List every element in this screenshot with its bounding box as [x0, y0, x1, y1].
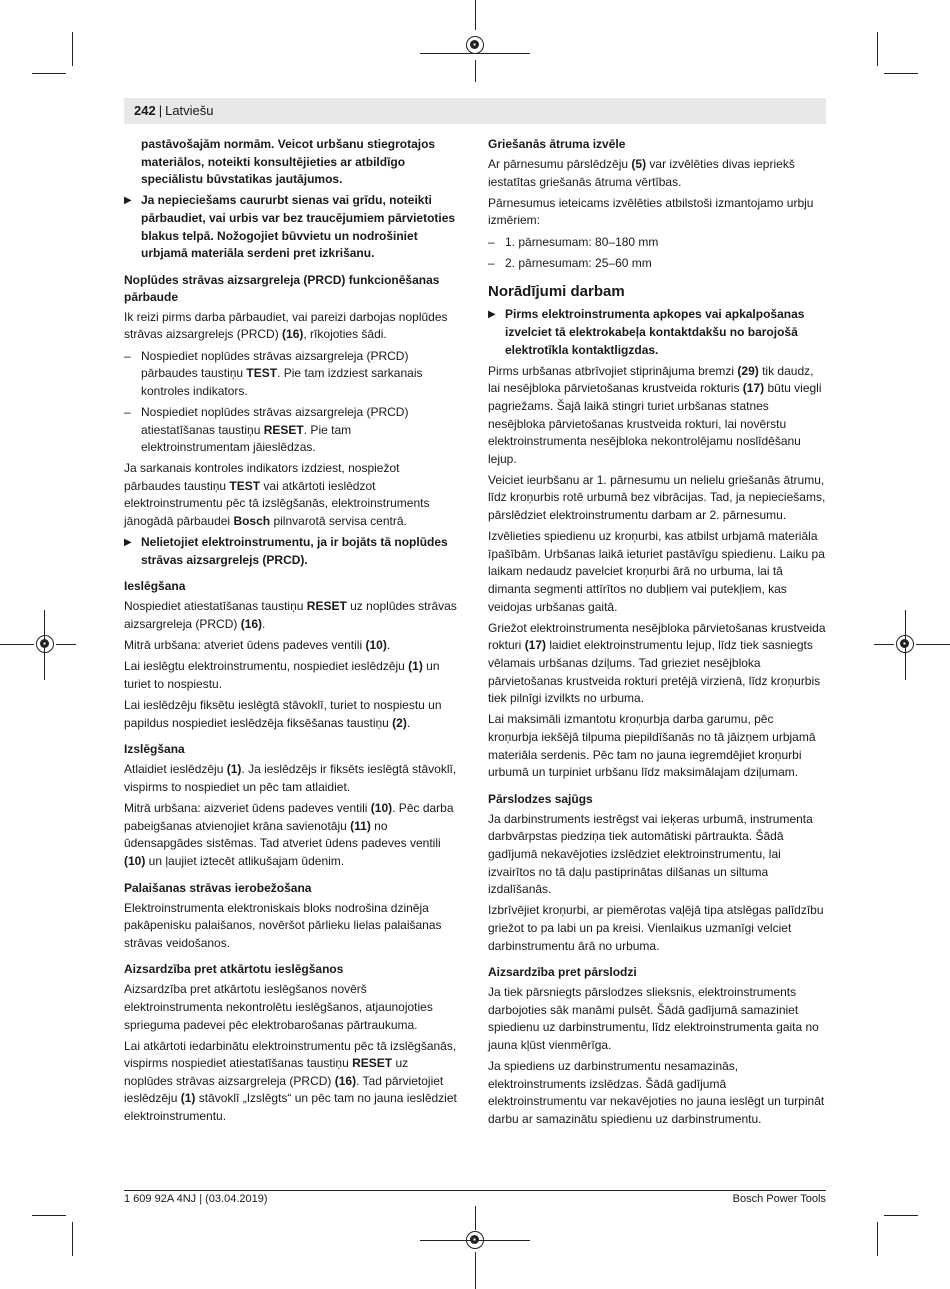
triangle-bullet-icon: ▶: [124, 537, 132, 549]
ref-number: (11): [350, 818, 371, 833]
ref-number: (2): [392, 715, 407, 730]
text: uz noplūdes strāvas aizsargreleja (PRCD): [124, 1056, 409, 1088]
crop-mark: [877, 1222, 878, 1256]
paragraph: [488, 156, 826, 191]
text: Ar pārnesumu pārslēdzēju: [488, 157, 632, 171]
ref-number: (1): [408, 659, 423, 674]
ref-number: (10): [370, 801, 393, 816]
registration-mark-icon: [36, 635, 54, 653]
text: pilnvarotā servisa centrā.: [270, 514, 407, 529]
ref-number: (17): [742, 381, 765, 396]
text: . Pie tam elektroinstrumentam jāieslēdzas.: [141, 422, 352, 455]
text: .: [262, 617, 266, 632]
crop-mark: [32, 1215, 66, 1216]
text: . Ja ieslēdzējs ir fiksēts ieslēgtā stāvoklī, vispirms to nospiediet un pēc tam atlaidiet.: [124, 762, 457, 794]
key-label: RESET: [306, 599, 347, 614]
paragraph: Aizsardzība pret atkārtotu ieslēgšanos novērš elektroinstrumenta nekontrolētu ieslēgšanos, atjaunojoties sprieguma padevei pēc elektrobarošanas pārtraukuma.: [124, 982, 433, 1032]
text: 2. pārnesumam: 25–60 mm: [505, 255, 652, 270]
heading-work-instructions: Norādījumi darbam: [488, 283, 625, 301]
warning-item: [124, 534, 458, 569]
text: no ūdensapgādes sistēmas. Tad atveriet ūdens padeves ventili: [124, 818, 441, 851]
heading-overload-protection: Aizsardzība pret pārslodzi: [488, 965, 637, 980]
crop-mark: [32, 73, 66, 74]
ref-number: (1): [180, 1091, 196, 1106]
crop-mark: [475, 1252, 476, 1289]
registration-mark-icon: [896, 635, 914, 653]
footer-brand: Bosch Power Tools: [732, 1193, 826, 1205]
text: Lai ieslēgtu elektroinstrumentu, nospiediet ieslēdzēju: [124, 659, 409, 674]
text: . Pēc darba pabeigšanas atvienojiet krāna savienotāju: [124, 801, 454, 833]
paragraph: Elektroinstrumenta elektroniskais bloks nodrošina dzinēja pakāpenisku palaišanos, novēršot pārlieku lielas palaišanas strāvas veidošanos.: [124, 900, 442, 950]
right-column: [488, 136, 826, 1132]
text: var izvēlēties divas iepriekš iestatītas griešanās ātruma vērtības.: [488, 157, 795, 189]
heading-overload-clutch: Pārslodzes sajūgs: [488, 791, 593, 806]
heading-speed-selection: Griešanās ātruma izvēle: [488, 137, 626, 151]
warning-item: [488, 306, 826, 359]
warning-item: [124, 192, 458, 262]
page-number: 242: [134, 103, 156, 118]
text: Lai ieslēdzēju fiksētu ieslēgtā stāvoklī, turiet to nospiestu un papildus nospiediet ieslēdzēja fiksēšanas taustiņu: [124, 698, 442, 730]
crop-mark: [916, 644, 950, 645]
paragraph: Lai maksimāli izmantotu kroņurbja darba garumu, pēc kroņurbja iekšējā tilpuma piepildīšanās no tā jāizņem urbjamā materiāla serdenis. Pēc tam no jauna iegremdējiet kroņurbi urbumā un turpiniet urbšanu līdz maksimālajam dziļumam.: [488, 712, 816, 780]
heading-restart-protection: Aizsardzība pret atkārtotu ieslēgšanos: [124, 962, 344, 977]
paragraph: Ja tiek pārsniegts pārslodzes slieksnis, elektroinstruments darbojoties sāk manāmi pulsēt. Šādā gadījumā samaziniet spiedienu uz darbinstrumentu, līdz elektroinstrumenta gaita no jauna kļūst vienmērīga.: [488, 985, 819, 1052]
paragraph: Izvēlieties spiedienu uz kroņurbi, kas atbilst urbjamā materiāla īpašībām. Urbšanas laikā ieturiet pastāvīgu spiedienu. Laiku pa laikam nedaudz pavelciet kroņurbi ārā no urbuma, lai tā dimanta segmenti attīrītos no dubļiem vai putekļiem, kas veidojas urbšanas gaitā.: [488, 529, 825, 614]
warning-text: Ja nepieciešams caururbt sienas vai grīdu, noteikti pārbaudiet, vai urbis var bez traucējumiem pārvietoties blakus telpā. Nožogojiet būvvietu un nodrošiniet urbjamā materiāla serdeni pret izkrišanu.: [141, 193, 456, 261]
text: . Pie tam izdziest sarkanais kontroles indikators.: [141, 366, 423, 398]
text: Ja sarkanais kontroles indikators izdziest, nospiežot pārbaudes taustiņu: [124, 461, 400, 493]
ref-number: (1): [226, 762, 242, 777]
triangle-bullet-icon: ▶: [124, 195, 132, 207]
crop-mark: [884, 73, 918, 74]
paragraph: [124, 800, 458, 870]
registration-mark-icon: [466, 1231, 484, 1249]
paragraph: [124, 658, 458, 693]
paragraph: Ja spiediens uz darbinstrumentu nesamazinās, elektroinstruments izslēdzas. Šādā gadījumā elektroinstrumentu var nekavējoties no jauna ieslēgt un turpināt darbu ar samazinātu spiedienu uz darbinstrumentu.: [488, 1059, 825, 1126]
text: , rīkojoties šādi.: [303, 327, 387, 342]
header-separator: |: [158, 103, 163, 118]
ref-number: (10): [365, 638, 387, 653]
warning-text: Pirms elektroinstrumenta apkopes vai apkalpošanas izvelciet tā elektrokabeļa kontaktdakšu no barojošā elektrotīkla kontaktligzdas.: [505, 307, 805, 357]
ref-number: (29): [737, 363, 759, 378]
key-label: TEST: [246, 366, 278, 381]
paragraph: [488, 620, 826, 708]
paragraph: [124, 598, 458, 633]
text: .: [406, 715, 411, 730]
text: Nospiediet noplūdes strāvas aizsargreleja (PRCD) atiestatīšanas taustiņu: [141, 404, 409, 437]
dash-item: [124, 348, 458, 401]
key-label: RESET: [352, 1056, 393, 1071]
paragraph: [124, 637, 458, 655]
crop-mark: [475, 0, 476, 30]
crop-mark: [72, 32, 73, 66]
crop-mark: [475, 60, 476, 82]
paragraph: [124, 1038, 458, 1126]
text: uz noplūdes strāvas aizsargreleja (PRCD): [124, 599, 457, 632]
dash-item: [488, 234, 826, 252]
dash-item: [488, 255, 826, 273]
text: Nospiediet noplūdes strāvas aizsargreleja (PRCD) pārbaudes taustiņu: [141, 348, 409, 381]
paragraph: [124, 697, 458, 732]
ref-number: (16): [240, 617, 263, 632]
text: Griežot elektroinstrumenta nesējbloka pārvietošanas krustveida rokturi: [488, 620, 826, 653]
paragraph: Pārnesumus ieteicams izvēlēties atbilstoši izmantojamo urbju izmēriem:: [488, 195, 814, 228]
text: būtu viegli pagriežams. Šajā laikā stingri turiet urbšanas statnes nesējbloka pārvietošanas krustveida rokturi, lai novērstu elektroinstrumenta nesējbloka nekontrolējamu noslīdēšanu lejup.: [488, 381, 822, 466]
text: Atlaidiet ieslēdzēju: [124, 762, 227, 777]
text: Mitrā urbšana: atveriet ūdens padeves ventili: [124, 638, 366, 653]
page-header-text: [134, 103, 214, 119]
heading-switch-on: Ieslēgšana: [124, 579, 186, 594]
dash-bullet: –: [124, 404, 131, 419]
ref-number: (16): [334, 1073, 357, 1088]
paragraph: [124, 761, 458, 796]
crop-mark: [877, 32, 878, 66]
paragraph: Veiciet ieurbšanu ar 1. pārnesumu un nelielu griešanās ātrumu, līdz kroņurbis rotē urbumā bez vibrācijas. Tad, ja nepieciešams, pārslēdziet elektroinstrumentu darbam ar 2. pārnesumu.: [488, 472, 826, 523]
ref-number: (16): [282, 327, 304, 342]
text: un turiet to nospiestu.: [124, 659, 440, 691]
text: Ik reizi pirms darba pārbaudiet, vai pareizi darbojas noplūdes strāvas aizsargrelejs (PRCD): [124, 309, 448, 342]
left-column: [124, 136, 458, 1129]
brand-name: Bosch: [233, 514, 271, 529]
ref-number: (10): [124, 853, 146, 868]
heading-prcd-test: Noplūdes strāvas aizsargreleja (PRCD) funkcionēšanas pārbaude: [124, 272, 440, 304]
dash-item: [124, 404, 458, 457]
paragraph: Izbrīvējiet kroņurbi, ar piemērotas vaļējā tipa atslēgas palīdzību griežot to pa labi un pa kreisi. Vienlaikus uzmanīgi velciet darbinstrumentu ārā no urbuma.: [488, 903, 824, 953]
heading-switch-off: Izslēgšana: [124, 742, 185, 757]
dash-bullet: –: [488, 234, 495, 249]
key-label: TEST: [229, 478, 261, 493]
registration-mark-icon: [466, 36, 484, 54]
text: Lai atkārtoti iedarbinātu elektroinstrumentu pēc tā izslēgšanās, vispirms nospiediet atiestatīšanas taustiņu: [124, 1038, 457, 1071]
triangle-bullet-icon: ▶: [488, 309, 496, 321]
text: vai atkārtoti ieslēdzot elektroinstrumentu pēc tā izslēgšanās, elektroinstruments jānogādā pārbaudei: [124, 478, 430, 529]
paragraph: Ja darbinstruments iestrēgst vai ieķeras urbumā, instrumenta darbvārpstas piedziņa tiek automātiski pārtraukta. Šādā gadījumā nekavējoties izslēdziet elektroinstrumentu, lai izvairītos no tā daļu pastiprinātas dilšanas un siltuma izdalīšanās.: [488, 811, 813, 897]
crop-mark: [56, 644, 76, 645]
warning-continuation: pastāvošajām normām. Veicot urbšanu stiegrotajos materiālos, noteikti konsultējieties ar atbildīgo speciālistu būvstatikas jautājumos.: [141, 137, 436, 187]
text: Nospiediet atiestatīšanas taustiņu: [124, 599, 307, 614]
text: .: [386, 638, 391, 653]
crop-mark: [0, 644, 34, 645]
text: laidiet elektroinstrumentu lejup, līdz tiek sasniegts vēlamais urbšanas dziļums. Tad grieziet nesējbloka pārvietošanas krustveida rokturi pretējā virzienā, līdz kroņurbis tiek pilnīgi izvilkts no urbuma.: [488, 638, 821, 706]
footer-doc-code: 1 609 92A 4NJ | (03.04.2019): [124, 1193, 268, 1205]
paragraph: [488, 363, 826, 469]
dash-bullet: –: [124, 348, 131, 363]
heading-start-current: Palaišanas strāvas ierobežošana: [124, 880, 312, 895]
page-header: [124, 98, 826, 124]
crop-mark: [72, 1222, 73, 1256]
key-label: RESET: [263, 422, 304, 437]
text: . Tad pārvietojiet ieslēdzēju: [124, 1073, 444, 1106]
text: 1. pārnesumam: 80–180 mm: [505, 234, 659, 249]
header-language: Latviešu: [165, 103, 214, 118]
paragraph: [124, 309, 458, 344]
text: tik daudz, lai nesējbloka pārvietošanas krustveida rokturis: [488, 363, 814, 396]
crop-mark: [884, 1215, 918, 1216]
warning-text: Nelietojiet elektroinstrumentu, ja ir bojāts tā noplūdes strāvas aizsargrelejs (PRCD).: [141, 535, 448, 567]
text: Mitrā urbšana: aizveriet ūdens padeves ventili: [124, 801, 371, 816]
crop-mark: [475, 1206, 476, 1230]
footer-rule: [124, 1190, 826, 1191]
ref-number: (5): [631, 157, 647, 171]
paragraph: [124, 460, 458, 530]
dash-bullet: –: [488, 255, 495, 270]
text: Pirms urbšanas atbrīvojiet stiprinājuma bremzi: [488, 363, 738, 378]
crop-mark: [874, 644, 894, 645]
text: un ļaujiet iztecēt atlikušajam ūdenim.: [145, 853, 345, 868]
ref-number: (17): [524, 638, 547, 653]
text: stāvoklī „Izslēgts“ un pēc tam no jauna ieslēdziet elektroinstrumentu.: [124, 1091, 457, 1124]
